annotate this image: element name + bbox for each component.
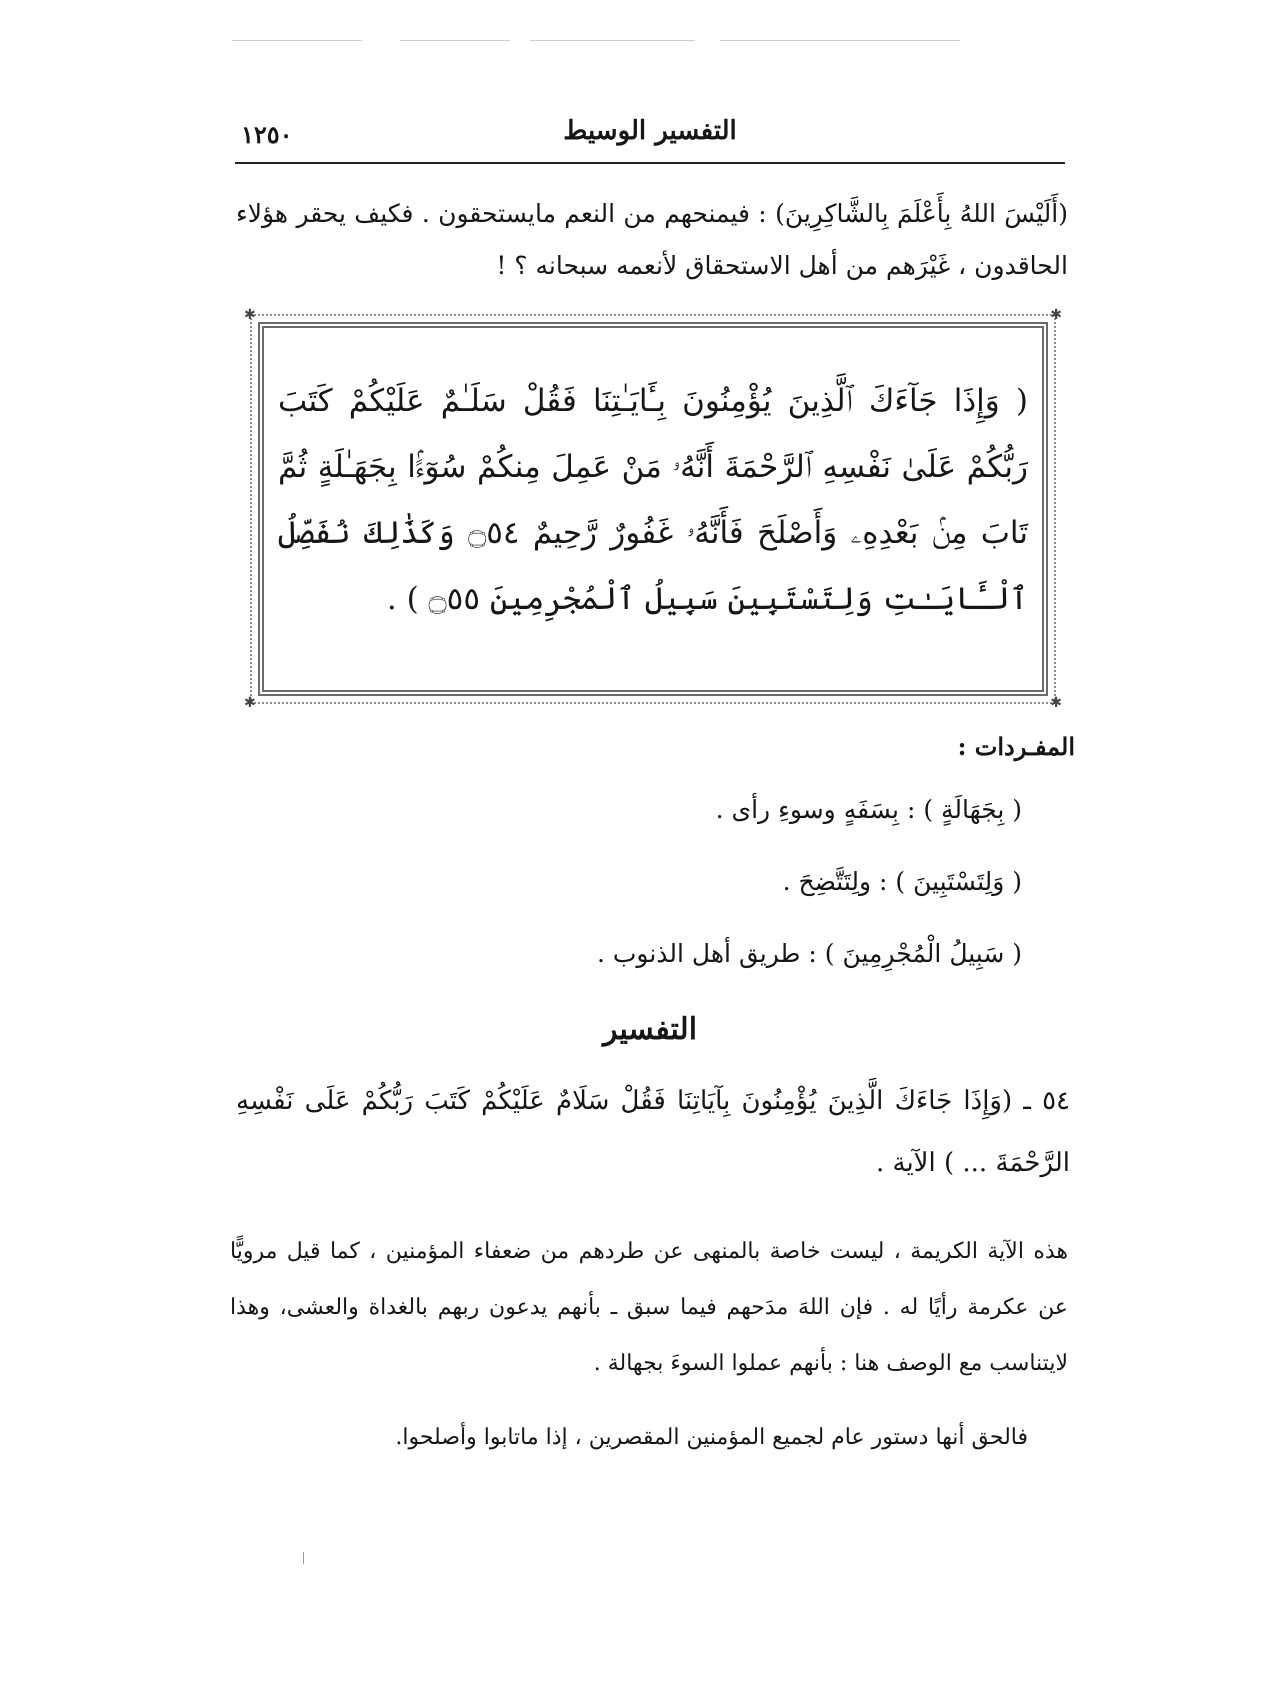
frame-corner-ornament-icon: ✱ (1050, 307, 1062, 323)
scan-artifact-line (232, 40, 362, 41)
scan-artifact-line (720, 40, 960, 41)
vocabulary-item: ( سَبِيلُ الْمُجْرِمِينَ ) : طريق أهل الذنوب . (597, 939, 1022, 968)
frame-corner-ornament-icon: ✱ (1050, 695, 1062, 711)
scan-artifact-line (400, 40, 510, 41)
scan-artifact-mark (303, 1552, 304, 1564)
intro-paragraph: (أَلَيْسَ اللهُ بِأَعْلَمَ بِالشَّاكِرِينَ) : فيمنحهم من النعم مايستحقون . فكيف يحقر هؤلاء الحاقدون ، غَيْرَهم من أهل الاستحقاق لأنعمه سبحانه ؟ ! (236, 199, 1068, 280)
page-header (235, 112, 1065, 164)
tafsir-heading: التفسير (602, 1012, 698, 1047)
vocabulary-heading: المفـردات : (957, 732, 1075, 761)
scan-artifact-line (530, 40, 695, 41)
page-number: ١٢٥٠ (241, 120, 293, 149)
tafsir-verse-reference: ٥٤ ـ (وَإِذَا جَاءَكَ الَّذِينَ يُؤْمِنُونَ بِآيَاتِنَا فَقُلْ سَلَامٌ عَلَيْكُمْ كَتَبَ رَبُّكُمْ عَلَى نَفْسِهِ الرَّحْمَةَ ... ) الآية . (236, 1086, 1070, 1178)
tafsir-paragraph: فالحق أنها دستور عام لجميع المؤمنين المقصرين ، إذا ماتابوا وأصلحوا. (395, 1425, 1028, 1450)
vocabulary-item: ( بِجَهَالَةٍ ) : بِسَفَهٍ وسوءِ رأى . (715, 795, 1022, 824)
frame-corner-ornament-icon: ✱ (244, 695, 256, 711)
tafsir-paragraph: هذه الآية الكريمة ، ليست خاصة بالمنهى عن طردهم من ضعفاء المؤمنين ، كما قيل مرويًّا عن عكرمة رأيًا له . فإن اللهَ مدَحهم فيما سبق ـ بأنهم يدعون ربهم بالغداة والعشى، وهذا لايتناسب مع الوصف هنا : بأنهم عملوا السوءَ بجهالة . (230, 1239, 1068, 1376)
running-title: التفسير الوسيط (563, 116, 737, 146)
vocabulary-item: ( وَلِتَسْتَبِينَ ) : ولِتَتَّضِحَ . (782, 867, 1022, 896)
quran-verse-frame (244, 307, 1062, 711)
frame-corner-ornament-icon: ✱ (244, 307, 256, 323)
vocabulary-list (400, 790, 1022, 1006)
quran-verse-text: ( وَإِذَا جَآءَكَ ٱلَّذِينَ يُؤْمِنُونَ بِـَٔايَـٰتِنَا فَقُلْ سَلَـٰمٌ عَلَيْكُمْ كَتَبَ رَبُّكُمْ عَلَىٰ نَفْسِهِ ٱلرَّحْمَةَ أَنَّهُۥ مَنْ عَمِلَ مِنكُمْ سُوٓءًۢا بِجَهَـٰلَةٍ ثُمَّ تَابَ مِنۢ بَعْدِهِۦ وَأَصْلَحَ فَأَنَّهُۥ غَفُورٌ رَّحِيمٌ ۝٥٤ وَكَذَٰلِكَ نُفَصِّلُ ٱلْـَٔايَـٰتِ وَلِتَسْتَبِينَ سَبِيلُ ٱلْمُجْرِمِينَ ۝٥٥ ) . (278, 383, 1028, 617)
